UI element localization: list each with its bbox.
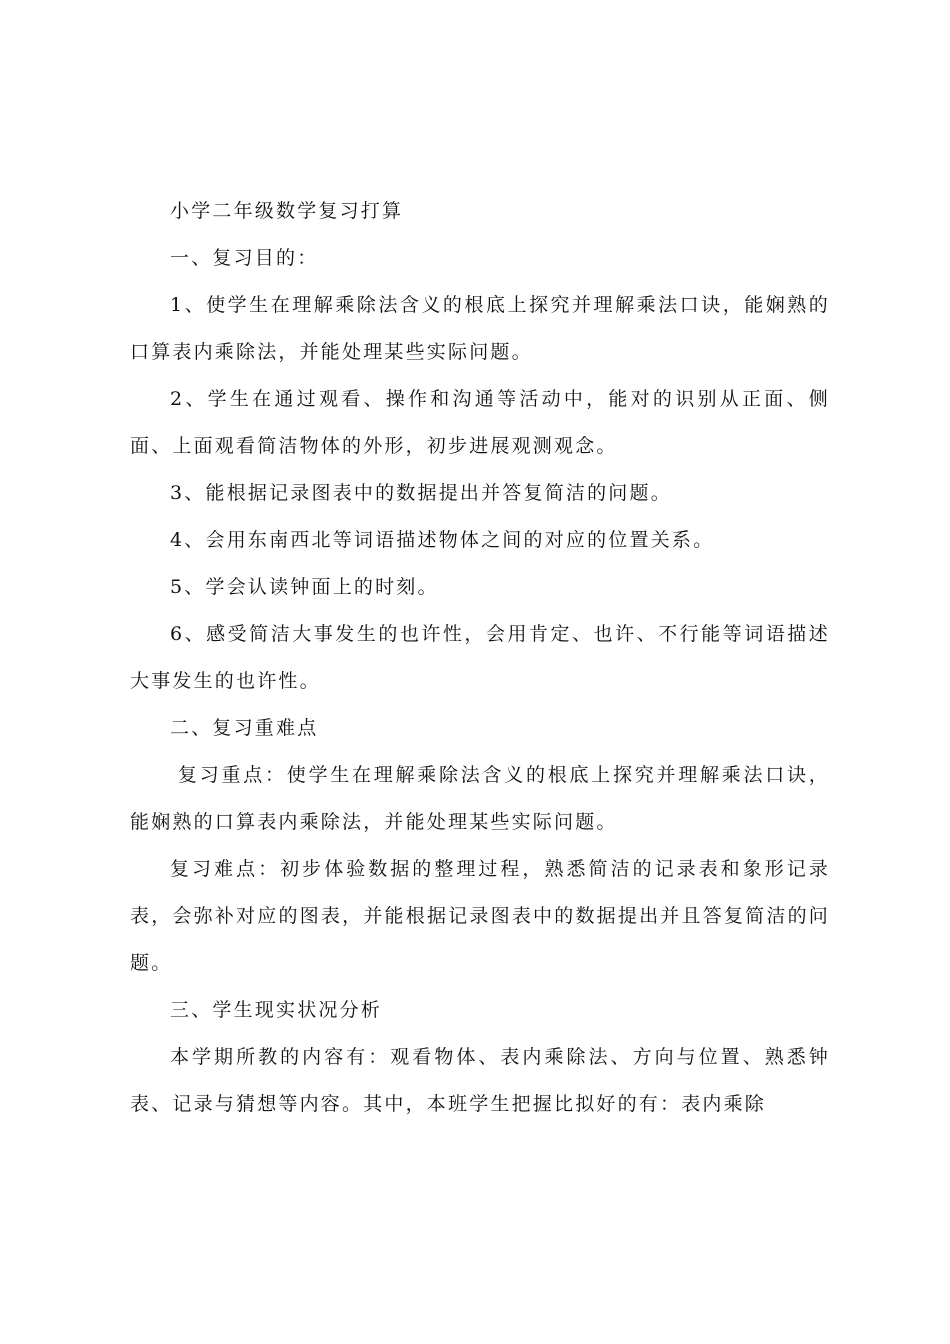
key-point-paragraph: 复习重点：使学生在理解乘除法含义的根底上探究并理解乘法口诀，能娴熟的口算表内乘除法，并能处理某些实际问题。	[130, 764, 830, 833]
objective-item-6: 6、感受简洁大事发生的也许性，会用肯定、也许、不行能等词语描述大事发生的也许性。	[130, 623, 830, 692]
document-body	[130, 188, 830, 1128]
analysis-paragraph: 本学期所教的内容有：观看物体、表内乘除法、方向与位置、熟悉钟表、记录与猜想等内容。其中，本班学生把握比拟好的有：表内乘除	[130, 1046, 830, 1115]
objective-item-2: 2、学生在通过观看、操作和沟通等活动中，能对的识别从正面、侧面、上面观看简洁物体的外形，初步进展观测观念。	[130, 388, 830, 457]
difficulty-paragraph: 复习难点：初步体验数据的整理过程，熟悉简洁的记录表和象形记录表，会弥补对应的图表，并能根据记录图表中的数据提出并且答复简洁的问题。	[130, 858, 830, 974]
document-title: 小学二年级数学复习打算	[170, 200, 404, 222]
section-heading-key-points: 二、复习重难点	[170, 717, 319, 739]
objective-item-1: 1、使学生在理解乘除法含义的根底上探究并理解乘法口诀，能娴熟的口算表内乘除法，并能处理某些实际问题。	[130, 294, 830, 363]
objective-item-5: 5、学会认读钟面上的时刻。	[170, 576, 439, 598]
objective-item-3: 3、能根据记录图表中的数据提出并答复简洁的问题。	[170, 482, 672, 504]
objective-item-4: 4、会用东南西北等词语描述物体之间的对应的位置关系。	[170, 529, 715, 551]
section-heading-objectives: 一、复习目的：	[170, 247, 319, 269]
section-heading-analysis: 三、学生现实状况分析	[170, 999, 383, 1021]
